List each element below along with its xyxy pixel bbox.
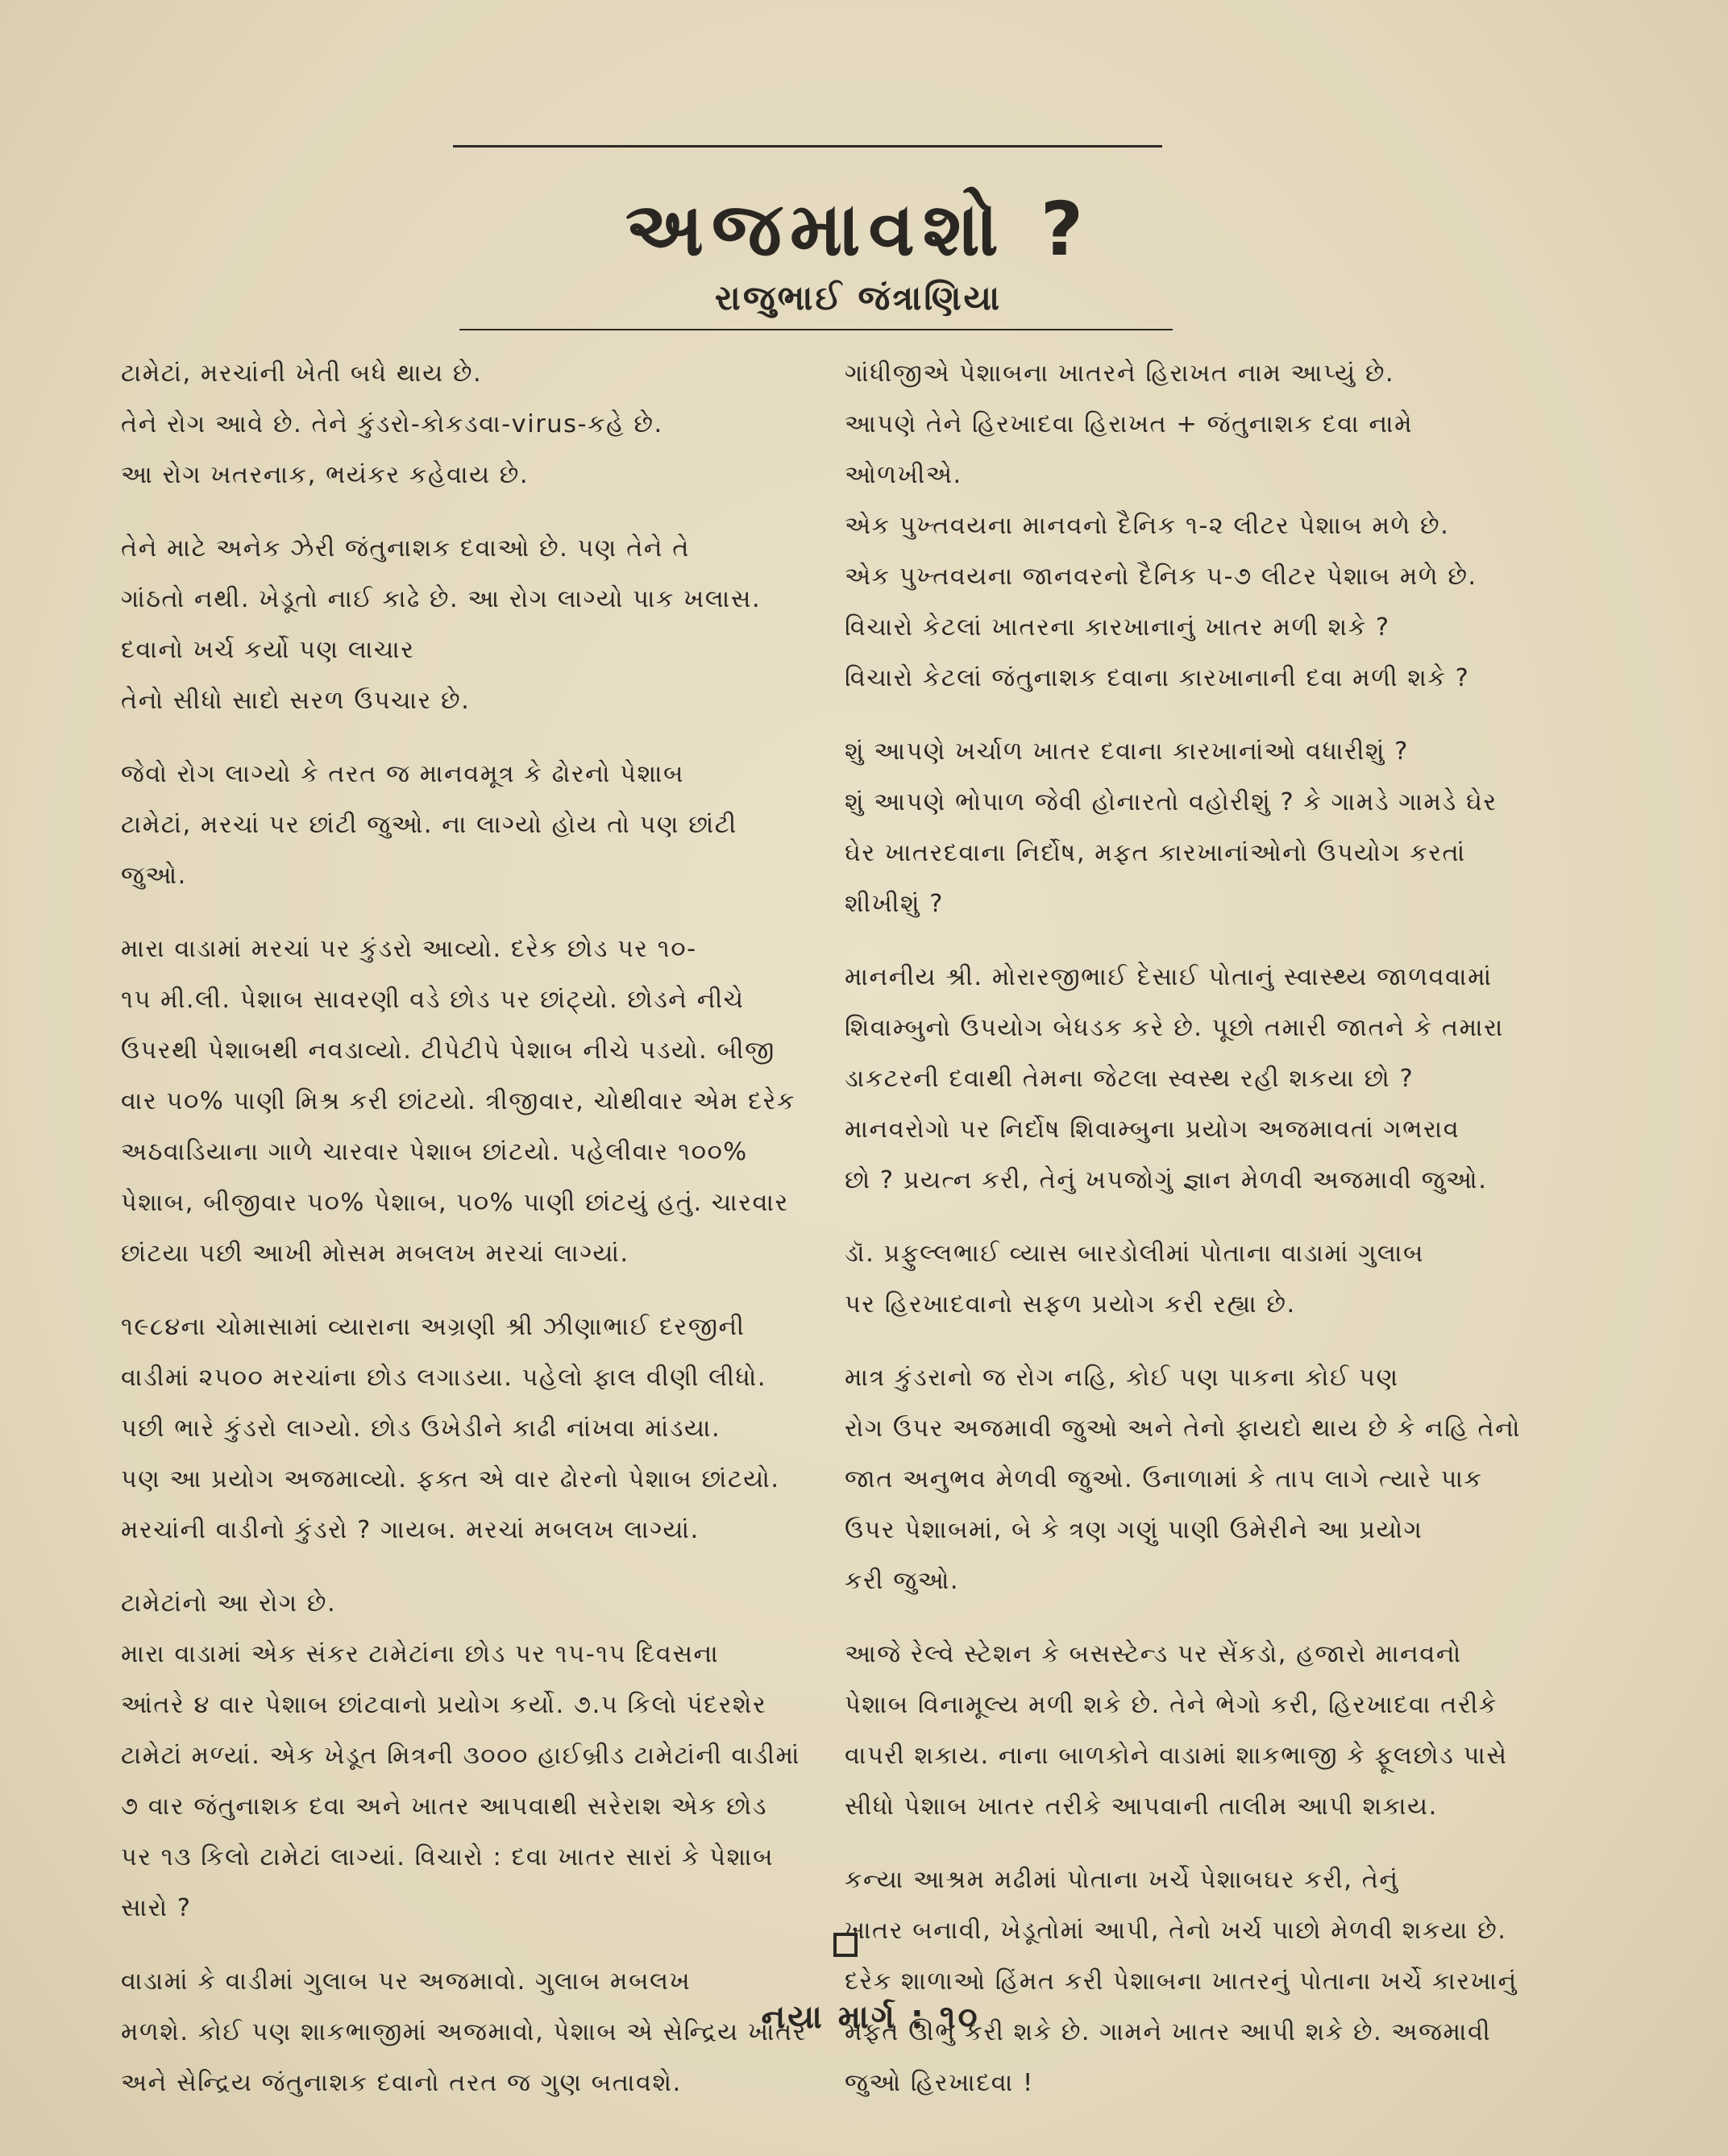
right-column-text-line: આપણે તેને હિરખાદવા હિરાખત + જંતુનાશક દવા નામે (845, 410, 1414, 438)
right-column-text-line: માનવરોગો પર નિર્દોષ શિવામ્બુના પ્રયોગ અજમાવતાં ગભરાવ (845, 1115, 1460, 1144)
left-column-paragraph-gap (121, 501, 806, 523)
right-column-paragraph-gap (845, 1606, 1594, 1629)
right-column-text-line: ઓળખીએ. (845, 461, 962, 489)
left-column-text-line: આંતરે ૪ વાર પેશાબ છાંટવાનો પ્રયોગ કર્યો. ૭.૫ કિલો પંદરશેર (121, 1691, 767, 1719)
left-column-text-line: છાંટયા પછી આખી મોસમ મબલખ મરચાં લાગ્યાં. (121, 1240, 629, 1268)
right-column-text-line: સીધો પેશાબ ખાતર તરીકે આપવાની તાલીમ આપી શકાય. (845, 1793, 1438, 1821)
left-column-text-line: વાર ૫૦% પાણી મિશ્ર કરી છાંટયો. ત્રીજીવાર, ચોથીવાર એમ દરેક (121, 1087, 795, 1115)
right-column-text-line: જુઓ હિરખાદવા ! (845, 2069, 1034, 2097)
right-column-text-line: શિવામ્બુનો ઉપયોગ બેધડક કરે છે. પૂછો તમારી જાતને કે તમારા (845, 1014, 1504, 1042)
right-column-paragraph-gap (845, 1206, 1594, 1228)
left-column-text-line: વાડામાં કે વાડીમાં ગુલાબ પર અજમાવો. ગુલાબ મબલખ (121, 1967, 692, 1996)
right-column-text-line: કન્યા આશ્રમ મઢીમાં પોતાના ખર્ચે પેશાબઘર કરી, તેનું (845, 1866, 1399, 1894)
right-column (845, 348, 1594, 2108)
right-column-text-line: કરી જુઓ. (845, 1567, 960, 1595)
right-column-text-line: પર હિરખાદવાનો સફળ પ્રયોગ કરી રહ્યા છે. (845, 1290, 1296, 1319)
right-column-text-line: વિચારો કેટલાં ખાતરના કારખાનાનું ખાતર મળી શકે ? (845, 613, 1390, 642)
left-column-text-line: ૧૫ મી.લી. પેશાબ સાવરણી વડે છોડ પર છાંટ્યો. છોડને નીચે (121, 986, 745, 1014)
left-column-text-line: વાડીમાં ૨૫૦૦ મરચાંના છોડ લગાડયા. પહેલો ફાલ વીણી લીધો. (121, 1364, 767, 1392)
left-column-text-line: ઉપરથી પેશાબથી નવડાવ્યો. ટીપેટીપે પેશાબ નીચે પડયો. બીજી (121, 1036, 775, 1065)
left-column-text-line: મળશે. કોઈ પણ શાકભાજીમાં અજમાવો, પેશાબ એ સેન્દ્રિય ખાતર (121, 2018, 807, 2046)
author-rule (459, 329, 1173, 330)
left-column-paragraph-gap (121, 1279, 806, 1302)
left-column-text-line: જુઓ. (121, 862, 187, 890)
left-column-text-line: સારો ? (121, 1894, 192, 1922)
right-column-text-line: શું આપણે ભોપાળ જેવી હોનારતો વહોરીશું ? કે ગામડે ગામડે ઘેર (845, 788, 1497, 816)
right-column-text-line: વિચારો કેટલાં જંતુનાશક દવાના કારખાનાની દવા મળી શકે ? (845, 664, 1470, 692)
right-column-text-line: મફત ઊભું કરી શકે છે. ગામને ખાતર આપી શકે છે. અજમાવી (845, 2018, 1492, 2046)
right-column-text-line: ગાંધીજીએ પેશાબના ખાતરને હિરાખત નામ આપ્યું છે. (845, 359, 1395, 388)
right-column-paragraph-gap (845, 929, 1594, 952)
left-column-text-line: મારા વાડામાં એક સંકર ટામેટાંના છોડ પર ૧૫-૧૫ દિવસના (121, 1640, 720, 1668)
left-column-text-line: ટામેટાં, મરચાં પર છાંટી જુઓ. ના લાગ્યો હોય તો પણ છાંટી (121, 811, 737, 839)
right-column-text-line: ઉપર પેશાબમાં, બે કે ત્રણ ગણું પાણી ઉમેરીને આ પ્રયોગ (845, 1516, 1423, 1544)
left-column-paragraph-gap (121, 1556, 806, 1578)
left-column-text-line: જેવો રોગ લાગ્યો કે તરત જ માનવમૂત્ર કે ઢોરનો પેશાબ (121, 760, 684, 788)
article-title: અજમાવશો ? (625, 186, 1092, 272)
right-column-paragraph-gap (845, 1832, 1594, 1855)
left-column-text-line: પણ આ પ્રયોગ અજમાવ્યો. ફક્ત એ વાર ઢોરનો પેશાબ છાંટયો. (121, 1465, 780, 1493)
end-of-article-mark (833, 1933, 858, 1957)
right-column-text-line: માત્ર કુંડરાનો જ રોગ નહિ, કોઈ પણ પાકના કોઈ પણ (845, 1364, 1399, 1392)
right-column-text-line: પેશાબ વિનામૂલ્ય મળી શકે છે. તેને ભેગો કરી, હિરખાદવા તરીકે (845, 1691, 1497, 1719)
right-column-text-line: એક પુખ્તવયના જાનવરનો દૈનિક ૫-૭ લીટર પેશાબ મળે છે. (845, 563, 1477, 591)
right-column-text-line: માનનીય શ્રી. મોરારજીભાઈ દેસાઈ પોતાનું સ્વાસ્થ્ય જાળવવામાં (845, 963, 1493, 991)
right-column-text-line: શીખીશું ? (845, 890, 944, 918)
left-column-text-line: દવાનો ખર્ચ કર્યો પણ લાચાર (121, 636, 415, 664)
left-column-text-line: મરચાંની વાડીનો કુંડરો ? ગાયબ. મરચાં મબલખ લાગ્યાં. (121, 1516, 700, 1544)
left-column-text-line: મારા વાડામાં મરચાં પર કુંડરો આવ્યો. દરેક છોડ પર ૧૦- (121, 935, 697, 963)
right-column-text-line: ઘેર ખાતરદવાના નિર્દોષ, મફત કારખાનાંઓનો ઉપયોગ કરતાં (845, 839, 1466, 867)
right-column-text-line: ડૉ. પ્રફુલ્લભાઈ વ્યાસ બારડોલીમાં પોતાના વાડામાં ગુલાબ (845, 1240, 1424, 1268)
right-column-text-line: આજે રેલ્વે સ્ટેશન કે બસસ્ટેન્ડ પર સેંકડો, હજારો માનવનો (845, 1640, 1462, 1668)
left-column-text-line: તેનો સીધો સાદો સરળ ઉપચાર છે. (121, 687, 471, 715)
right-column-text-line: એક પુખ્તવયના માનવનો દૈનિક ૧-૨ લીટર પેશાબ મળે છે. (845, 512, 1450, 540)
left-column-paragraph-gap (121, 726, 806, 749)
right-column-text-line: દરેક શાળાઓ હિંમત કરી પેશાબના ખાતરનું પોતાના ખર્ચે કારખાનું (845, 1967, 1518, 1996)
left-column-text-line: ૧૯૮૪ના ચોમાસામાં વ્યારાના અગ્રણી શ્રી ઝીણાભાઈ દરજીની (121, 1313, 746, 1341)
left-column-paragraph-gap (121, 901, 806, 924)
page-footer: નયા માર્ગ : ૧૦ (761, 1999, 980, 2036)
left-column (121, 348, 806, 2108)
right-column-text-line: છો ? પ્રયત્ન કરી, તેનું ખપજોગું જ્ઞાન મેળવી અજમાવી જુઓ. (845, 1166, 1488, 1194)
left-column-text-line: અઠવાડિયાના ગાળે ચારવાર પેશાબ છાંટયો. પહેલીવાર ૧૦૦% (121, 1138, 748, 1166)
right-column-text-line: ડાકટરની દવાથી તેમના જેટલા સ્વસ્થ રહી શકયા છો ? (845, 1065, 1414, 1093)
right-column-paragraph-gap (845, 1330, 1594, 1352)
left-column-text-line: ટામેટાંનો આ રોગ છે. (121, 1589, 337, 1618)
left-column-text-line: પછી ભારે કુંડરો લાગ્યો. છોડ ઉખેડીને કાઢી નાંખવા માંડયા. (121, 1414, 721, 1443)
left-column-text-line: પર ૧૩ કિલો ટામેટાં લાગ્યાં. વિચારો : દવા ખાતર સારાં કે પેશાબ (121, 1843, 775, 1871)
left-column-text-line: ૭ વાર જંતુનાશક દવા અને ખાતર આપવાથી સરેરાશ એક છોડ (121, 1793, 768, 1821)
right-column-text-line: વાપરી શકાય. નાના બાળકોને વાડામાં શાકભાજી કે ફૂલછોડ પાસે (845, 1742, 1508, 1770)
right-column-paragraph-gap (845, 704, 1594, 726)
left-column-text-line: તેને રોગ આવે છે. તેને કુંડરો-કોકડવા-virus-કહે છે. (121, 410, 663, 438)
left-column-text-line: તેને માટે અનેક ઝેરી જંતુનાશક દવાઓ છે. પણ તેને તે (121, 534, 690, 563)
left-column-text-line: ગાંઠતો નથી. ખેડૂતો નાઈ કાઢે છે. આ રોગ લાગ્યો પાક ખલાસ. (121, 585, 762, 613)
right-column-text-line: ખાતર બનાવી, ખેડૂતોમાં આપી, તેનો ખર્ચ પાછો મેળવી શકયા છે. (845, 1917, 1507, 1945)
left-column-paragraph-gap (121, 1934, 806, 1956)
right-column-text-line: જાત અનુભવ મેળવી જુઓ. ઉનાળામાં કે તાપ લાગે ત્યારે પાક (845, 1465, 1483, 1493)
article-author: રાજુભાઈ જંત્રાણિયા (714, 278, 1003, 318)
right-column-text-line: રોગ ઉપર અજમાવી જુઓ અને તેનો ફાયદો થાય છે કે નહિ તેનો (845, 1414, 1522, 1443)
left-column-text-line: આ રોગ ખતરનાક, ભયંકર કહેવાય છે. (121, 461, 530, 489)
left-column-text-line: ટામેટાં, મરચાંની ખેતી બધે થાય છે. (121, 359, 483, 388)
left-column-text-line: ટામેટાં મળ્યાં. એક ખેડૂત મિત્રની ૩૦૦૦ હાઈબ્રીડ ટામેટાંની વાડીમાં (121, 1742, 801, 1770)
left-column-text-line: પેશાબ, બીજીવાર ૫૦% પેશાબ, ૫૦% પાણી છાંટયું હતું. ચારવાર (121, 1189, 789, 1217)
right-column-text-line: શું આપણે ખર્ચાળ ખાતર દવાના કારખાનાંઓ વધારીશું ? (845, 737, 1409, 766)
top-rule (453, 145, 1162, 147)
left-column-text-line: અને સેન્દ્રિય જંતુનાશક દવાનો તરત જ ગુણ બતાવશે. (121, 2069, 682, 2097)
